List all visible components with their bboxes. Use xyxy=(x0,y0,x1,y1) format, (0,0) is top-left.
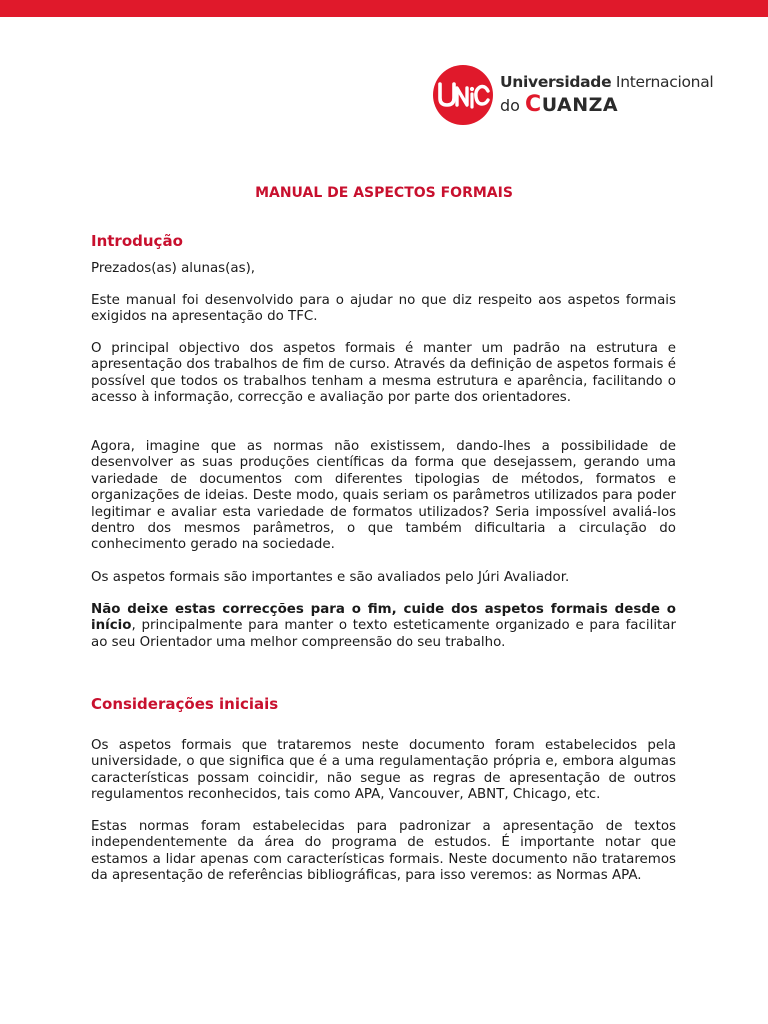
logo-location-prefix: do xyxy=(500,96,526,115)
intro-paragraph-5 xyxy=(91,602,676,651)
logo-name-bold: Universidade xyxy=(500,73,612,91)
section-heading-introducao: Introdução xyxy=(91,232,183,250)
intro-paragraph-4: Os aspetos formais são importantes e são avaliados pelo Júri Avaliador. xyxy=(91,570,570,585)
logo-name-rest: Internacional xyxy=(611,73,714,91)
considerations-paragraph-1: Os aspetos formais que trataremos neste documento foram estabelecidos pela universidade, o que significa que é a uma regulamentação própria e, embora algumas características possam coincidir, não segue as regras de apresentação de outros regulamentos reconhecidos, tais como APA, Vancouver, ABNT, Chicago, etc. xyxy=(91,738,676,803)
greeting-paragraph: Prezados(as) alunas(as), xyxy=(91,261,256,276)
section-heading-consideracoes: Considerações iniciais xyxy=(91,695,279,713)
paragraph-5-rest: , principalmente para manter o texto esteticamente organizado e para facilitar ao seu Orientador uma melhor compreensão do seu trabalho. xyxy=(91,618,676,650)
emphasis-text: Não deixe estas correcções para o fim, cuide dos aspetos formais desde o início xyxy=(91,602,676,634)
top-brand-bar xyxy=(0,0,768,17)
logo-university-name xyxy=(500,73,713,91)
considerations-paragraph-2: Estas normas foram estabelecidas para padronizar a apresentação de textos independentemente da área do programa de estudos. É importante notar que estamos a lidar apenas com características formais. Neste documento não trataremos da apresentação de referências bibliográficas, para isso veremos: as Normas APA. xyxy=(91,819,676,884)
intro-paragraph-2: O principal objectivo dos aspetos formais é manter um padrão na estrutura e apresentação dos trabalhos de fim de curso. Através da definição de aspetos formais é possível que todos os trabalhos tenham a mesma estrutura e aparência, facilitando o acesso à informação, correcção e avaliação por parte dos orientadores. xyxy=(91,341,676,406)
intro-paragraph-1: Este manual foi desenvolvido para o ajudar no que diz respeito aos aspetos formais exigidos na apresentação do TFC. xyxy=(91,293,676,325)
unic-logo-icon xyxy=(430,64,496,126)
university-logo xyxy=(430,64,714,128)
logo-location-rest: UANZA xyxy=(541,94,619,116)
document-title: MANUAL DE ASPECTOS FORMAIS xyxy=(255,185,513,201)
logo-location-initial: C xyxy=(525,92,542,117)
logo-location xyxy=(500,92,618,117)
intro-paragraph-3: Agora, imagine que as normas não existissem, dando-lhes a possibilidade de desenvolver as suas produções científicas da forma que desejassem, gerando uma variedade de documentos com diferentes tipologias de métodos, formatos e organizações de ideias. Deste modo, quais seriam os parâmetros utilizados para poder legitimar e avaliar esta variedade de formatos utilizados? Seria impossível avaliá-los dentro dos mesmos parâmetros, o que também dificultaria a circulação do conhecimento gerado na sociedade. xyxy=(91,439,676,553)
